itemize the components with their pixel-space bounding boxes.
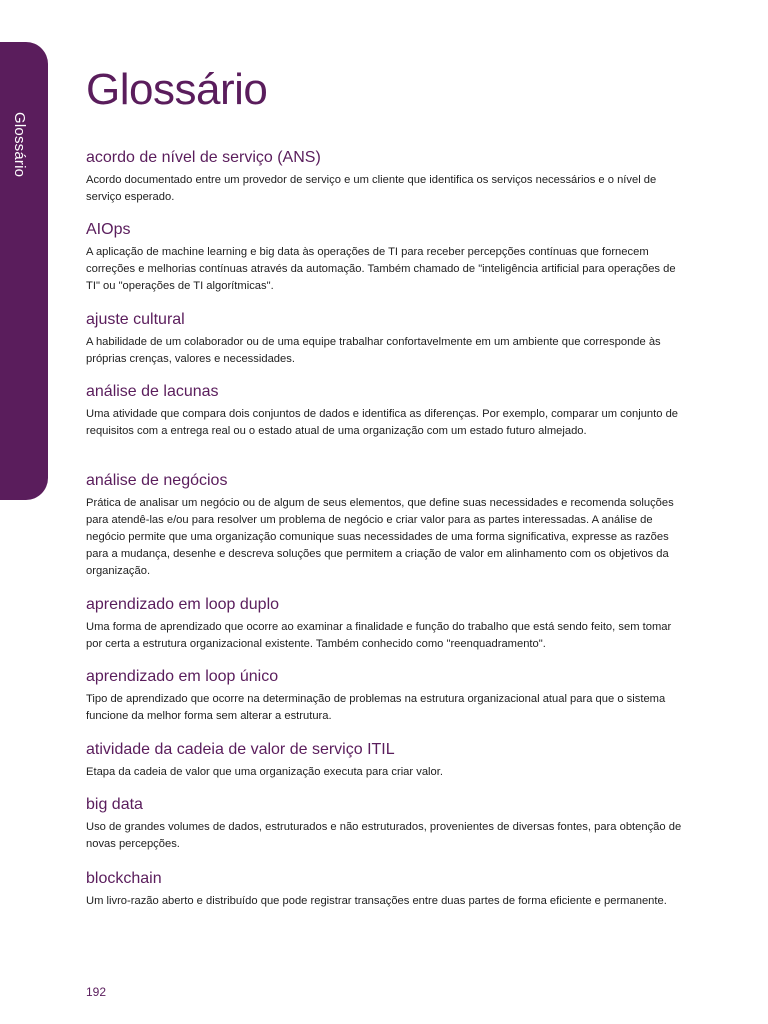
page-title: Glossário: [86, 65, 268, 114]
glossary-definition: Uma atividade que compara dois conjuntos de dados e identifica as diferenças. Por exemplo, comparar um conjunto de requisitos com a entrega real ou o estado atual de uma organização com um estado futuro almejado.: [86, 408, 679, 437]
glossary-term: acordo de nível de serviço (ANS): [86, 149, 321, 166]
glossary-term: big data: [86, 796, 143, 813]
glossary-term: atividade da cadeia de valor de serviço ITIL: [86, 741, 395, 758]
glossary-entry: [86, 382, 686, 440]
glossary-definition: Etapa da cadeia de valor que uma organização executa para criar valor.: [86, 766, 443, 778]
glossary-definition: Tipo de aprendizado que ocorre na determinação de problemas na estrutura organizacional atual para que o sistema funcione da melhor forma sem alterar a estrutura.: [86, 693, 666, 722]
glossary-definition: Uso de grandes volumes de dados, estruturados e não estruturados, provenientes de diversas fontes, para obtenção de novas percepções.: [86, 821, 682, 850]
glossary-definition: A aplicação de machine learning e big data às operações de TI para receber percepções contínuas que fornecem correções e melhorias contínuas através da automação. Também chamado de "inteligência artificial para operações de TI" ou "operações de TI algorítmicas".: [86, 246, 676, 292]
glossary-term: aprendizado em loop duplo: [86, 596, 280, 613]
chapter-side-tab: [0, 42, 48, 500]
glossary-definition: Prática de analisar um negócio ou de algum de seus elementos, que define suas necessidades e recomenda soluções para atendê-las e/ou para resolver um problema de negócio e criar valor para as partes interessadas. A análise de negócio permite que uma organização comunique suas necessidades de uma forma significativa, expresse as razões para a mudança, desenhe e descreva soluções que permitem a criação de valor em alinhamento com os objetivos da organização.: [86, 497, 674, 577]
glossary-entry: [86, 595, 686, 653]
glossary-term: ajuste cultural: [86, 311, 185, 328]
glossary-definition: Uma forma de aprendizado que ocorre ao examinar a finalidade e função do trabalho que está sendo feito, sem tomar por certa a estrutura organizacional existente. Também conhecido como "reenquadramento".: [86, 621, 672, 650]
chapter-side-tab-label: Glossário: [11, 112, 28, 178]
glossary-entry: [86, 869, 686, 910]
page-number: 192: [86, 985, 107, 999]
glossary-term: aprendizado em loop único: [86, 668, 279, 685]
glossary-entry: [86, 471, 686, 580]
glossary-term: análise de lacunas: [86, 383, 219, 400]
glossary-term: análise de negócios: [86, 472, 228, 489]
glossary-term: blockchain: [86, 870, 162, 887]
glossary-entry: [86, 148, 686, 206]
glossary-term: AIOps: [86, 221, 131, 238]
glossary-entry: [86, 310, 686, 368]
glossary-definition: A habilidade de um colaborador ou de uma equipe trabalhar confortavelmente em um ambiente que corresponde às próprias crenças, valores e necessidades.: [86, 336, 661, 365]
glossary-entry: [86, 667, 686, 725]
glossary-definition: Um livro-razão aberto e distribuído que pode registrar transações entre duas partes de forma eficiente e permanente.: [86, 895, 667, 907]
glossary-entry: [86, 795, 686, 853]
glossary-entry: [86, 220, 686, 295]
glossary-definition: Acordo documentado entre um provedor de serviço e um cliente que identifica os serviços necessários e o nível de serviço esperado.: [86, 174, 657, 203]
glossary-entry: [86, 740, 686, 781]
